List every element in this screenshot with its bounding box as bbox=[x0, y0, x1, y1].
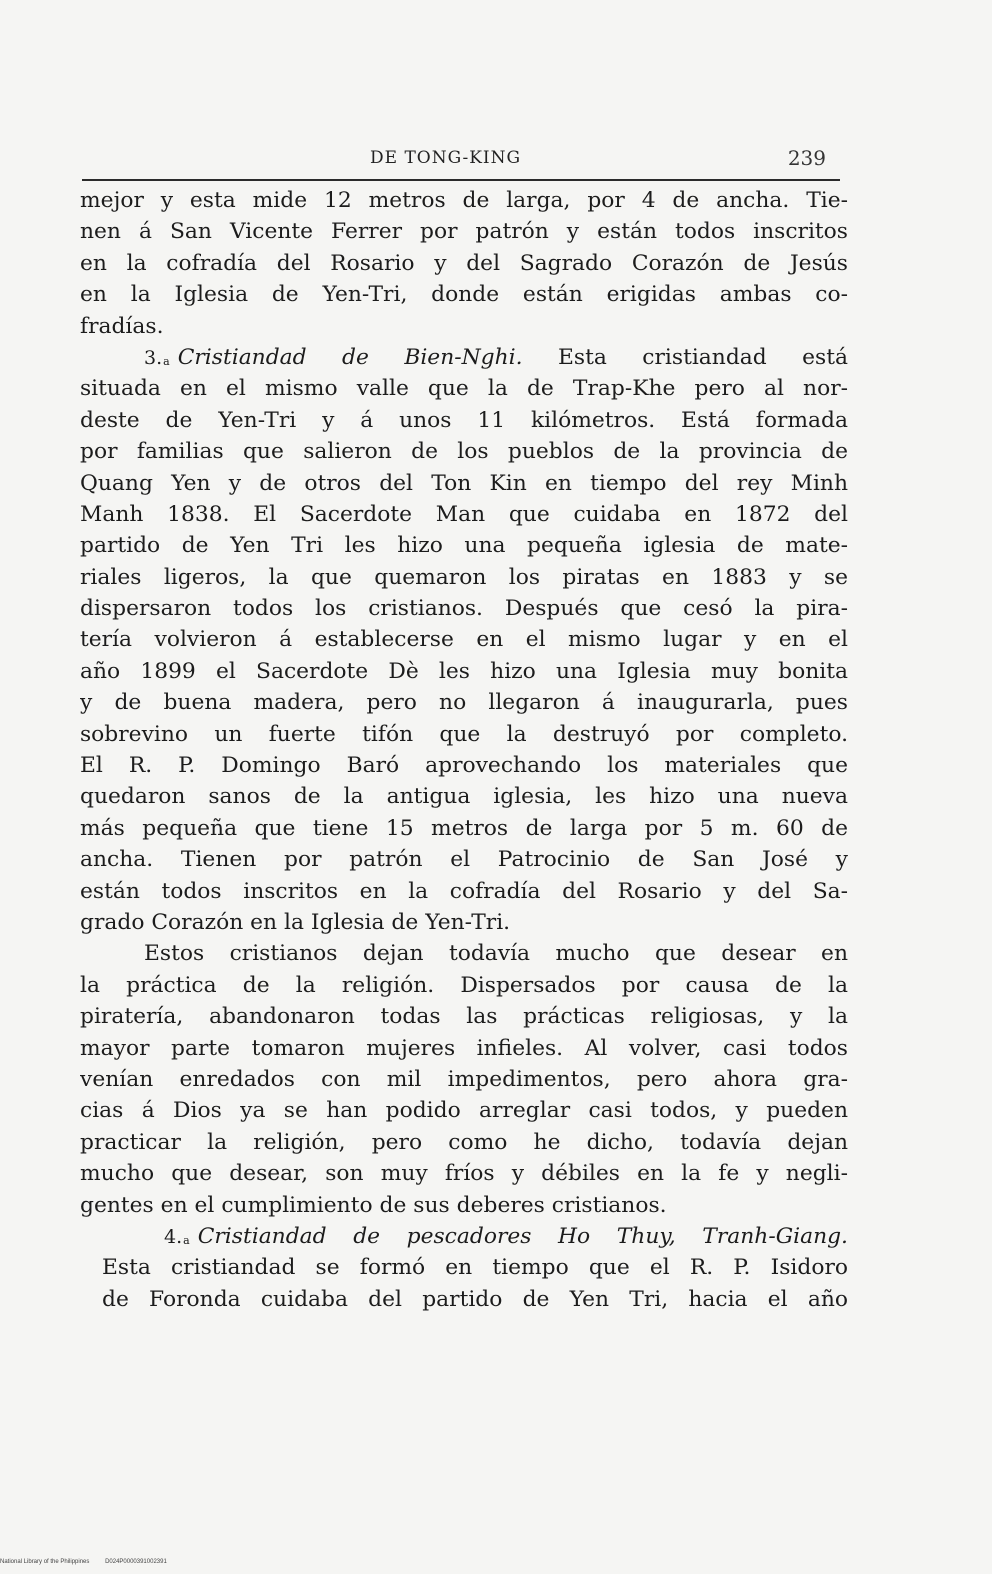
section-number: 4. bbox=[164, 1225, 183, 1248]
text-line: Quang Yen y de otros del Ton Kin en tiempo del rey Minh bbox=[80, 470, 848, 496]
header-rule bbox=[82, 179, 840, 181]
text-line: año 1899 el Sacerdote Dè les hizo una Iglesia muy bonita bbox=[80, 658, 848, 684]
text-line: y de buena madera, pero no llegaron á inaugurarla, pues bbox=[80, 690, 848, 716]
text-line: de Foronda cuidaba del partido de Yen Tri, hacia el año bbox=[102, 1286, 848, 1312]
text-line: quedaron sanos de la antigua iglesia, les hizo una nueva bbox=[80, 784, 848, 810]
text-line: mucho que desear, son muy fríos y débiles en la fe y negli- bbox=[80, 1161, 848, 1187]
section-heading-4 bbox=[80, 1221, 848, 1252]
text-line: cias á Dios ya se han podido arreglar casi todos, y pueden bbox=[80, 1098, 848, 1124]
text-line: mejor y esta mide 12 metros de larga, por 4 de ancha. Tie- bbox=[80, 188, 848, 213]
text-line: gentes en el cumplimiento de sus deberes cristianos. bbox=[80, 1192, 667, 1218]
text-line: partido de Yen Tri les hizo una pequeña iglesia de mate- bbox=[80, 533, 848, 559]
text-line: fradías. bbox=[80, 313, 164, 339]
section-title: Cristiandad de pescadores Ho Thuy, Tranh-Giang. bbox=[197, 1223, 848, 1249]
text-line: nen á San Vicente Ferrer por patrón y están todos inscritos bbox=[80, 219, 848, 245]
text-line: dispersaron todos los cristianos. Después que cesó la pira- bbox=[80, 596, 848, 622]
footer-library: National Library of the Philippines bbox=[0, 1559, 90, 1565]
text-line: Estos cristianos dejan todavía mucho que desear en bbox=[144, 941, 848, 967]
text-line: riales ligeros, la que quemaron los piratas en 1883 y se bbox=[80, 564, 848, 590]
text-line: están todos inscritos en la cofradía del Rosario y del Sa- bbox=[80, 878, 848, 904]
text-line: practicar la religión, pero como he dicho, todavía dejan bbox=[80, 1129, 848, 1155]
page-number: 239 bbox=[787, 146, 826, 170]
page-header bbox=[82, 148, 840, 180]
scan-footer bbox=[0, 1559, 181, 1565]
text-line: en la Iglesia de Yen-Tri, donde están erigidas ambas co- bbox=[80, 282, 848, 308]
section-ordinal: a bbox=[163, 354, 170, 368]
footer-code: D024P0000391002391 bbox=[105, 1559, 167, 1565]
text-line: El R. P. Domingo Baró aprovechando los materiales que bbox=[80, 753, 848, 779]
text-line: mayor parte tomaron mujeres infieles. Al volver, casi todos bbox=[80, 1035, 848, 1061]
section-heading-3 bbox=[80, 342, 848, 373]
section-title: Cristiandad de Bien-Nghi. bbox=[177, 344, 523, 370]
text-line: la práctica de la religión. Dispersados por causa de la bbox=[80, 972, 848, 998]
text-line: piratería, abandonaron todas las prácticas religiosas, y la bbox=[80, 1004, 848, 1030]
running-title: DE TONG-KING bbox=[370, 148, 522, 168]
text-line: ancha. Tienen por patrón el Patrocinio de San José y bbox=[80, 847, 848, 873]
text-line: por familias que salieron de los pueblos de la provincia de bbox=[80, 439, 848, 465]
text-line: grado Corazón en la Iglesia de Yen-Tri. bbox=[80, 909, 511, 935]
text-line: Esta cristiandad se formó en tiempo que el R. P. Isidoro bbox=[102, 1255, 848, 1281]
text-line: deste de Yen-Tri y á unos 11 kilómetros. Está formada bbox=[80, 407, 848, 433]
section-number: 3. bbox=[144, 346, 163, 369]
section-ordinal: a bbox=[183, 1233, 190, 1247]
text-line: situada en el mismo valle que la de Trap-Khe pero al nor- bbox=[80, 376, 848, 402]
body-text bbox=[80, 185, 848, 1315]
text-line: más pequeña que tiene 15 metros de larga por 5 m. 60 de bbox=[80, 815, 848, 841]
text-line: en la cofradía del Rosario y del Sagrado Corazón de Jesús bbox=[80, 250, 848, 276]
text-line: Esta cristiandad está bbox=[558, 344, 848, 370]
text-line: tería volvieron á establecerse en el mismo lugar y en el bbox=[80, 627, 848, 653]
text-line: sobrevino un fuerte tifón que la destruyó por completo. bbox=[80, 721, 848, 747]
text-line: venían enredados con mil impedimentos, pero ahora gra- bbox=[80, 1066, 848, 1092]
text-line: Manh 1838. El Sacerdote Man que cuidaba en 1872 del bbox=[80, 501, 848, 527]
